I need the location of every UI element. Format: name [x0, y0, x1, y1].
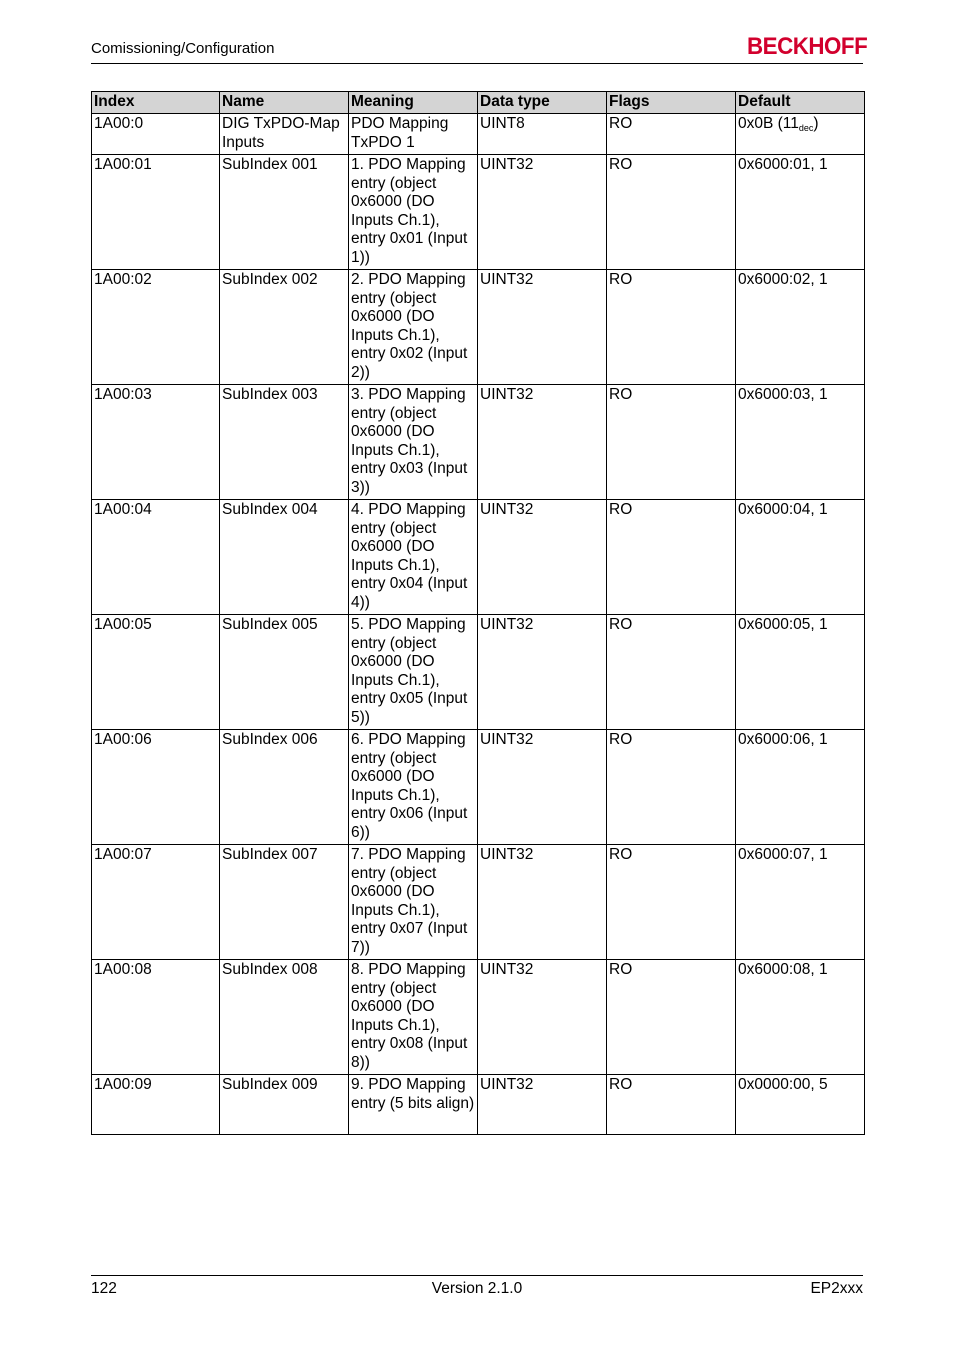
- cell-data-type: UINT32: [478, 615, 607, 730]
- cell-name: DIG TxPDO-Map Inputs: [220, 114, 349, 155]
- column-header-name: Name: [220, 92, 349, 114]
- cell-data-type: UINT8: [478, 114, 607, 155]
- cell-name: SubIndex 002: [220, 270, 349, 385]
- cell-name: SubIndex 009: [220, 1075, 349, 1135]
- cell-flags: RO: [607, 730, 736, 845]
- table-row: [92, 615, 865, 730]
- cell-flags: RO: [607, 114, 736, 155]
- cell-data-type: UINT32: [478, 960, 607, 1075]
- table-row: [92, 114, 865, 155]
- cell-name: SubIndex 004: [220, 500, 349, 615]
- cell-default: 0x6000:01, 1: [736, 155, 865, 270]
- cell-flags: RO: [607, 155, 736, 270]
- cell-data-type: UINT32: [478, 500, 607, 615]
- cell-flags: RO: [607, 1075, 736, 1135]
- cell-default: 0x6000:02, 1: [736, 270, 865, 385]
- cell-name: SubIndex 005: [220, 615, 349, 730]
- table-row: [92, 845, 865, 960]
- cell-default: 0x6000:07, 1: [736, 845, 865, 960]
- cell-index: 1A00:01: [92, 155, 220, 270]
- cell-flags: RO: [607, 385, 736, 500]
- column-header-data-type: Data type: [478, 92, 607, 114]
- cell-flags: RO: [607, 960, 736, 1075]
- column-header-flags: Flags: [607, 92, 736, 114]
- table-row: [92, 1075, 865, 1135]
- cell-default: [736, 114, 865, 155]
- header-divider: [91, 63, 863, 64]
- cell-default: 0x6000:06, 1: [736, 730, 865, 845]
- footer-divider: [91, 1275, 863, 1276]
- cell-data-type: UINT32: [478, 1075, 607, 1135]
- cell-name: SubIndex 003: [220, 385, 349, 500]
- section-title: Comissioning/Configuration: [91, 40, 275, 57]
- cell-meaning: 5. PDO Mapping entry (object 0x6000 (DO Inputs Ch.1), entry 0x05 (Input 5)): [349, 615, 478, 730]
- cell-index: 1A00:02: [92, 270, 220, 385]
- cell-data-type: UINT32: [478, 845, 607, 960]
- cell-flags: RO: [607, 615, 736, 730]
- cell-index: 1A00:09: [92, 1075, 220, 1135]
- cell-index: 1A00:04: [92, 500, 220, 615]
- cell-name: SubIndex 006: [220, 730, 349, 845]
- cell-flags: RO: [607, 845, 736, 960]
- table-header-row: [92, 92, 865, 114]
- cell-meaning: 4. PDO Mapping entry (object 0x6000 (DO Inputs Ch.1), entry 0x04 (Input 4)): [349, 500, 478, 615]
- beckhoff-logo: BECKHOFF: [747, 33, 868, 60]
- column-header-meaning: Meaning: [349, 92, 478, 114]
- cell-index: 1A00:03: [92, 385, 220, 500]
- default-tail: ): [813, 115, 819, 132]
- cell-meaning: 9. PDO Mapping entry (5 bits align): [349, 1075, 478, 1135]
- table-row: [92, 960, 865, 1075]
- cell-data-type: UINT32: [478, 730, 607, 845]
- column-header-index: Index: [92, 92, 220, 114]
- cell-default: 0x0000:00, 5: [736, 1075, 865, 1135]
- cell-meaning: 6. PDO Mapping entry (object 0x6000 (DO Inputs Ch.1), entry 0x06 (Input 6)): [349, 730, 478, 845]
- cell-default: 0x6000:03, 1: [736, 385, 865, 500]
- cell-name: SubIndex 007: [220, 845, 349, 960]
- cell-default: 0x6000:08, 1: [736, 960, 865, 1075]
- cell-meaning: PDO Mapping TxPDO 1: [349, 114, 478, 155]
- cell-index: 1A00:0: [92, 114, 220, 155]
- product-name: EP2xxx: [810, 1280, 863, 1297]
- table-row: [92, 155, 865, 270]
- cell-name: SubIndex 001: [220, 155, 349, 270]
- cell-meaning: 2. PDO Mapping entry (object 0x6000 (DO Inputs Ch.1), entry 0x02 (Input 2)): [349, 270, 478, 385]
- cell-flags: RO: [607, 270, 736, 385]
- cell-default: 0x6000:05, 1: [736, 615, 865, 730]
- page-number: 122: [91, 1280, 117, 1297]
- cell-index: 1A00:05: [92, 615, 220, 730]
- cell-flags: RO: [607, 500, 736, 615]
- default-subscript: dec: [798, 123, 814, 133]
- default-value: 0x0B (11: [738, 115, 799, 132]
- cell-meaning: 1. PDO Mapping entry (object 0x6000 (DO Inputs Ch.1), entry 0x01 (Input 1)): [349, 155, 478, 270]
- cell-data-type: UINT32: [478, 155, 607, 270]
- table-row: [92, 730, 865, 845]
- cell-meaning: 3. PDO Mapping entry (object 0x6000 (DO Inputs Ch.1), entry 0x03 (Input 3)): [349, 385, 478, 500]
- cell-meaning: 7. PDO Mapping entry (object 0x6000 (DO Inputs Ch.1), entry 0x07 (Input 7)): [349, 845, 478, 960]
- cell-data-type: UINT32: [478, 270, 607, 385]
- cell-name: SubIndex 008: [220, 960, 349, 1075]
- cell-default: 0x6000:04, 1: [736, 500, 865, 615]
- cell-index: 1A00:07: [92, 845, 220, 960]
- document-version: Version 2.1.0: [431, 1280, 523, 1297]
- cell-meaning: 8. PDO Mapping entry (object 0x6000 (DO Inputs Ch.1), entry 0x08 (Input 8)): [349, 960, 478, 1075]
- cell-data-type: UINT32: [478, 385, 607, 500]
- cell-index: 1A00:06: [92, 730, 220, 845]
- column-header-default: Default: [736, 92, 865, 114]
- table-row: [92, 500, 865, 615]
- table-row: [92, 385, 865, 500]
- cell-index: 1A00:08: [92, 960, 220, 1075]
- table-row: [92, 270, 865, 385]
- object-table: [91, 91, 865, 1135]
